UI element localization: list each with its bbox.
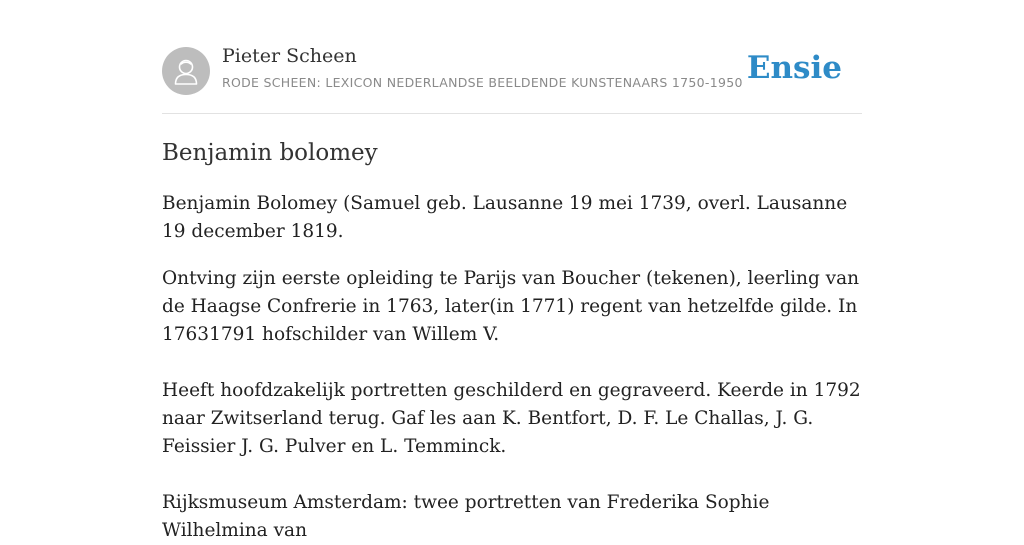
header — [162, 0, 862, 114]
paragraph-gap — [162, 349, 862, 377]
page — [162, 0, 862, 545]
paragraph-gap — [162, 461, 862, 489]
article-title: Benjamin bolomey — [162, 140, 378, 166]
article-paragraph: Ontving zijn eerste opleiding te Parijs van Boucher (tekenen), leerling van de Haagse Confrerie in 1763, later(in 1771) regent van hetzelfde gilde. In 17631791 hofschilder van Willem V. — [162, 268, 860, 345]
author-name[interactable]: Pieter Scheen — [222, 45, 357, 67]
ensie-logo[interactable]: Ensie — [746, 50, 842, 86]
article-paragraph: Heeft hoofdzakelijk portretten geschilderd en gegraveerd. Keerde in 1792 naar Zwitserland terug. Gaf les aan K. Bentfort, D. F. Le Challas, J. G. Feissier J. G. Pulver en L. Temminck. — [162, 380, 861, 457]
user-avatar-icon[interactable] — [162, 47, 210, 95]
article-intro: Benjamin Bolomey (Samuel geb. Lausanne 19 mei 1739, overl. Lausanne 19 december 1819. — [162, 193, 848, 242]
person-icon — [162, 47, 210, 95]
article-paragraph: Rijksmuseum Amsterdam: twee portretten van Frederika Sophie Wilhelmina van — [162, 492, 770, 541]
article-body — [162, 190, 862, 545]
source-title[interactable]: RODE SCHEEN: LEXICON NEDERLANDSE BEELDENDE KUNSTENAARS 1750-1950 — [222, 75, 743, 90]
